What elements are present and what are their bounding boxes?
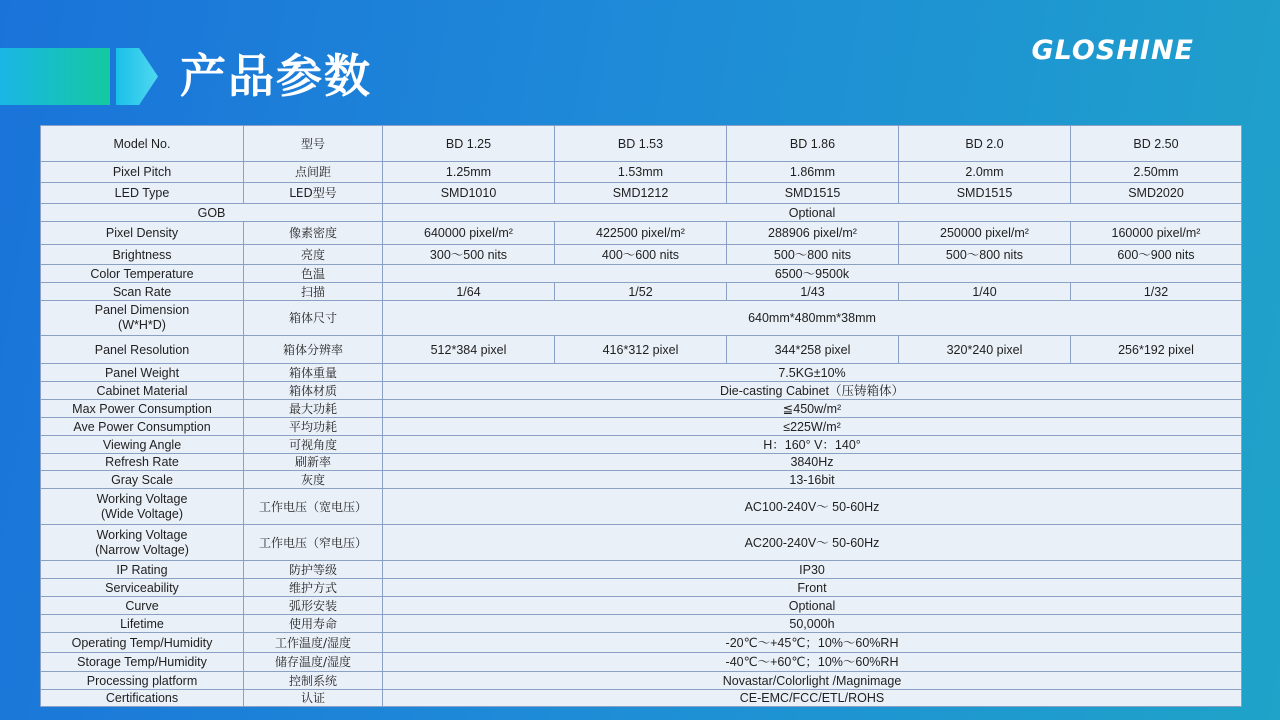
row-label-zh: 型号 (244, 126, 383, 162)
row-value-cell: 2.50mm (1071, 162, 1242, 183)
row-label-en: Color Temperature (41, 265, 244, 283)
row-value: -40℃～+60℃；10%～60%RH (383, 653, 1242, 672)
row-value-cell: 640000 pixel/m² (383, 222, 555, 245)
table-row (41, 418, 1242, 436)
row-label-en: Storage Temp/Humidity (41, 653, 244, 672)
page-title: 产品参数 (180, 49, 372, 103)
row-value-cell: SMD1212 (555, 183, 727, 204)
row-value: ≤225W/m² (383, 418, 1242, 436)
table-row (41, 672, 1242, 690)
table-row (41, 364, 1242, 382)
row-label-en: IP Rating (41, 561, 244, 579)
row-label-zh: 亮度 (244, 245, 383, 265)
row-value: Die-casting Cabinet（压铸箱体） (383, 382, 1242, 400)
table-row (41, 245, 1242, 265)
row-label-en: Lifetime (41, 615, 244, 633)
row-label-en: LED Type (41, 183, 244, 204)
row-value-cell: 1/52 (555, 283, 727, 301)
table-row (41, 336, 1242, 364)
table-row (41, 454, 1242, 471)
row-label-zh: 可视角度 (244, 436, 383, 454)
row-label-en: Working Voltage (Narrow Voltage) (41, 525, 244, 561)
row-label-zh: 防护等级 (244, 561, 383, 579)
table-row (41, 265, 1242, 283)
row-value-cell: 500～800 nits (899, 245, 1071, 265)
row-value-cell: 250000 pixel/m² (899, 222, 1071, 245)
row-value-cell: 256*192 pixel (1071, 336, 1242, 364)
table-row (41, 489, 1242, 525)
table-row (41, 400, 1242, 418)
row-value-cell: 400～600 nits (555, 245, 727, 265)
row-value-cell: SMD1515 (727, 183, 899, 204)
row-label-en: Processing platform (41, 672, 244, 690)
table-row (41, 561, 1242, 579)
row-label-en: Ave Power Consumption (41, 418, 244, 436)
row-value-cell: 1/40 (899, 283, 1071, 301)
row-value: 640mm*480mm*38mm (383, 301, 1242, 336)
row-value: 50,000h (383, 615, 1242, 633)
spec-table-body (41, 126, 1242, 707)
row-label-zh: 箱体重量 (244, 364, 383, 382)
row-label-en: Operating Temp/Humidity (41, 633, 244, 653)
row-value: CE-EMC/FCC/ETL/ROHS (383, 690, 1242, 707)
row-value: AC100-240V～ 50-60Hz (383, 489, 1242, 525)
row-value: 13-16bit (383, 471, 1242, 489)
table-row (41, 183, 1242, 204)
row-label-zh: 像素密度 (244, 222, 383, 245)
row-label-zh: 箱体尺寸 (244, 301, 383, 336)
row-value-cell: 1/32 (1071, 283, 1242, 301)
row-label-zh: 扫描 (244, 283, 383, 301)
row-label-zh: 刷新率 (244, 454, 383, 471)
row-value: Novastar/Colorlight /Magnimage (383, 672, 1242, 690)
row-value-cell: 344*258 pixel (727, 336, 899, 364)
row-value-cell: 1.86mm (727, 162, 899, 183)
row-value: Front (383, 579, 1242, 597)
brand-logo: GLOSHINE (1031, 35, 1194, 66)
row-label-en: Panel Resolution (41, 336, 244, 364)
table-row (41, 162, 1242, 183)
table-row (41, 615, 1242, 633)
row-label-zh: 色温 (244, 265, 383, 283)
model-header-cell: BD 1.86 (727, 126, 899, 162)
row-label-zh: 工作温度/湿度 (244, 633, 383, 653)
row-label-zh: 控制系统 (244, 672, 383, 690)
table-row (41, 382, 1242, 400)
row-label-en: Brightness (41, 245, 244, 265)
row-value: Optional (383, 204, 1242, 222)
model-header-cell: BD 1.25 (383, 126, 555, 162)
row-value-cell: SMD1515 (899, 183, 1071, 204)
row-value-cell: SMD2020 (1071, 183, 1242, 204)
row-value: 6500～9500k (383, 265, 1242, 283)
title-accent-chevron (116, 48, 158, 105)
row-value-cell: 1.53mm (555, 162, 727, 183)
row-label-en: Scan Rate (41, 283, 244, 301)
row-label-en: Serviceability (41, 579, 244, 597)
table-row (41, 597, 1242, 615)
row-label-en: Certifications (41, 690, 244, 707)
row-label-en: Max Power Consumption (41, 400, 244, 418)
table-row (41, 283, 1242, 301)
row-label-zh: 灰度 (244, 471, 383, 489)
row-value-cell: SMD1010 (383, 183, 555, 204)
row-label-zh: 箱体分辨率 (244, 336, 383, 364)
spec-table (40, 125, 1242, 707)
row-label-zh: 最大功耗 (244, 400, 383, 418)
row-label-zh: 点间距 (244, 162, 383, 183)
row-value-cell: 416*312 pixel (555, 336, 727, 364)
row-value: 3840Hz (383, 454, 1242, 471)
row-label-en: Cabinet Material (41, 382, 244, 400)
table-row (41, 126, 1242, 162)
row-value-cell: 512*384 pixel (383, 336, 555, 364)
table-row (41, 471, 1242, 489)
row-label-zh: 储存温度/湿度 (244, 653, 383, 672)
row-label-en: Model No. (41, 126, 244, 162)
row-value: H：160° V：140° (383, 436, 1242, 454)
row-label-zh: 维护方式 (244, 579, 383, 597)
row-label-en: Panel Weight (41, 364, 244, 382)
row-label-en: Refresh Rate (41, 454, 244, 471)
row-value: 7.5KG±10% (383, 364, 1242, 382)
row-value-cell: 2.0mm (899, 162, 1071, 183)
row-label-en: Viewing Angle (41, 436, 244, 454)
row-label-zh: 弧形安装 (244, 597, 383, 615)
row-label-zh: LED型号 (244, 183, 383, 204)
row-label-zh: 工作电压（窄电压） (244, 525, 383, 561)
model-header-cell: BD 2.0 (899, 126, 1071, 162)
row-label-en: GOB (41, 204, 383, 222)
row-value-cell: 600～900 nits (1071, 245, 1242, 265)
model-header-cell: BD 1.53 (555, 126, 727, 162)
table-row (41, 222, 1242, 245)
table-row (41, 579, 1242, 597)
row-label-zh: 平均功耗 (244, 418, 383, 436)
row-value-cell: 288906 pixel/m² (727, 222, 899, 245)
table-row (41, 653, 1242, 672)
row-value-cell: 320*240 pixel (899, 336, 1071, 364)
row-value-cell: 1.25mm (383, 162, 555, 183)
row-value-cell: 1/64 (383, 283, 555, 301)
row-label-en: Working Voltage (Wide Voltage) (41, 489, 244, 525)
row-value: IP30 (383, 561, 1242, 579)
row-label-en: Panel Dimension (W*H*D) (41, 301, 244, 336)
row-label-en: Pixel Pitch (41, 162, 244, 183)
row-label-zh: 使用寿命 (244, 615, 383, 633)
row-value-cell: 1/43 (727, 283, 899, 301)
table-row (41, 301, 1242, 336)
table-row (41, 690, 1242, 707)
row-label-zh: 箱体材质 (244, 382, 383, 400)
row-label-zh: 工作电压（宽电压） (244, 489, 383, 525)
table-row (41, 633, 1242, 653)
row-label-en: Gray Scale (41, 471, 244, 489)
row-value: Optional (383, 597, 1242, 615)
title-accent-bar (0, 48, 110, 105)
table-row (41, 436, 1242, 454)
row-value-cell: 422500 pixel/m² (555, 222, 727, 245)
row-label-en: Pixel Density (41, 222, 244, 245)
model-header-cell: BD 2.50 (1071, 126, 1242, 162)
row-value-cell: 500～800 nits (727, 245, 899, 265)
row-value: ≦450w/m² (383, 400, 1242, 418)
row-label-zh: 认证 (244, 690, 383, 707)
row-value: AC200-240V～ 50-60Hz (383, 525, 1242, 561)
row-value-cell: 160000 pixel/m² (1071, 222, 1242, 245)
row-value: -20℃～+45℃；10%～60%RH (383, 633, 1242, 653)
row-value-cell: 300～500 nits (383, 245, 555, 265)
table-row (41, 525, 1242, 561)
table-row (41, 204, 1242, 222)
row-label-en: Curve (41, 597, 244, 615)
